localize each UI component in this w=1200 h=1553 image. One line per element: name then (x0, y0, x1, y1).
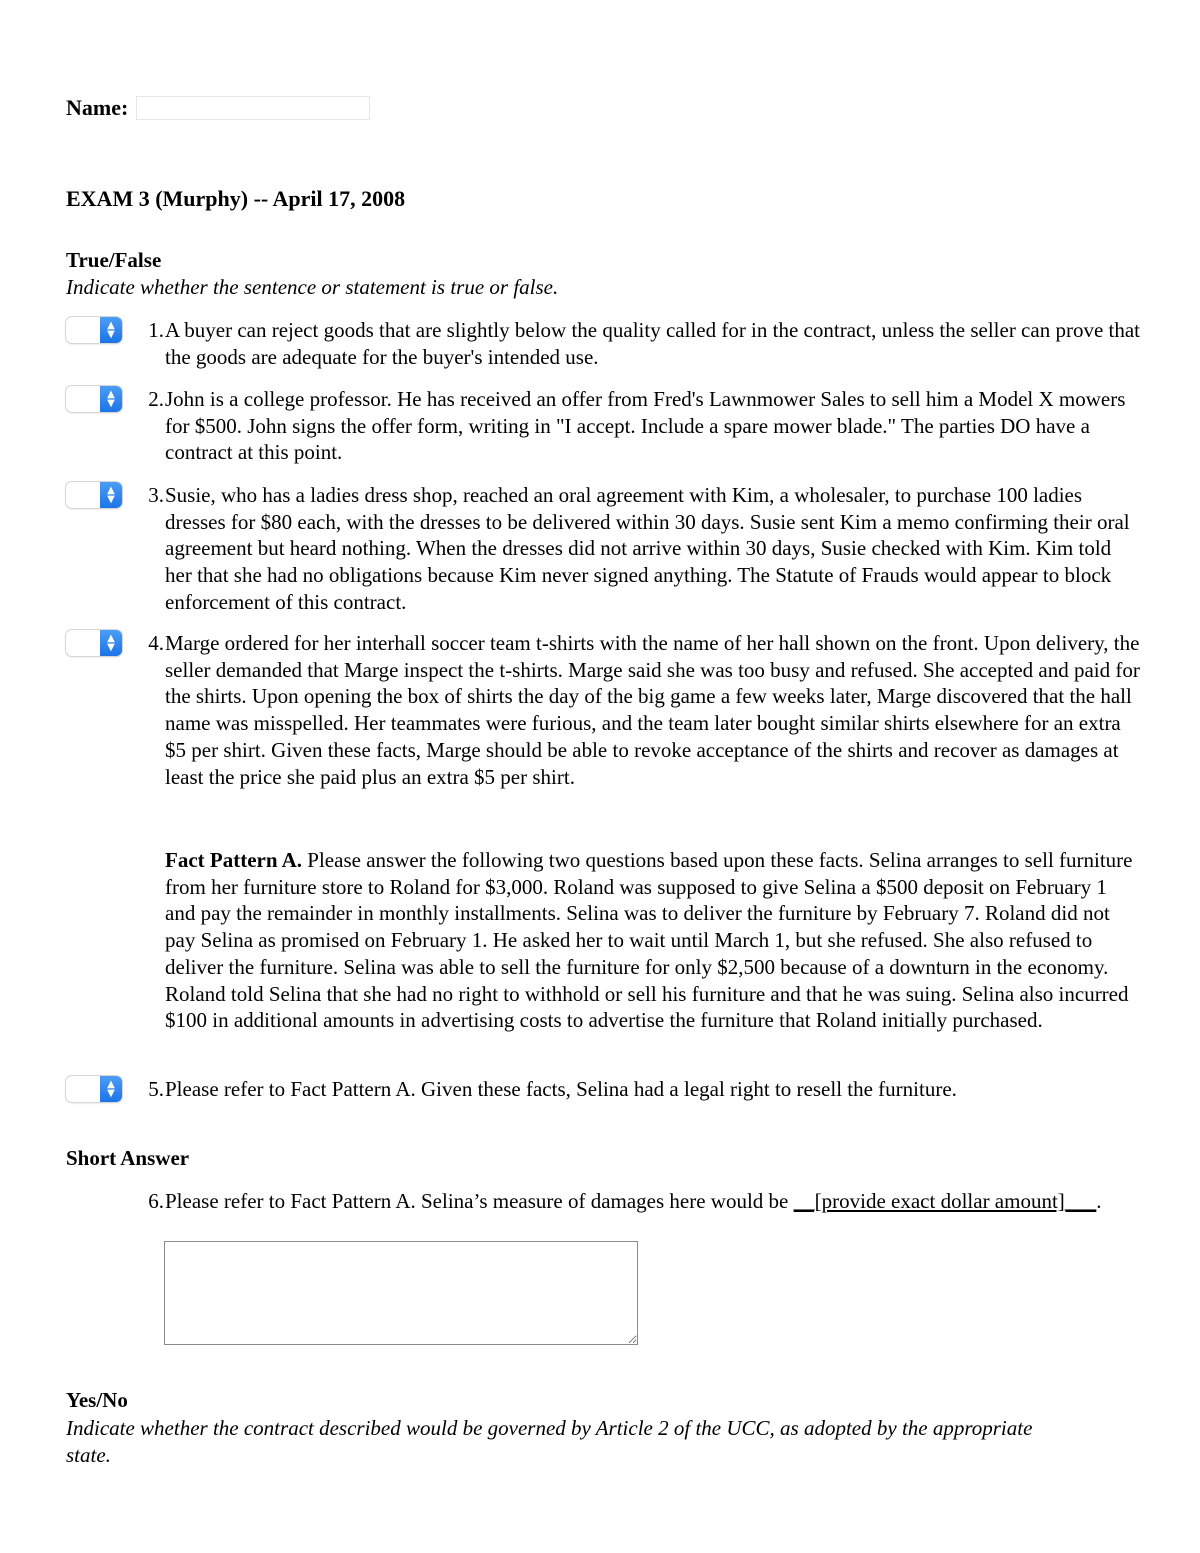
question-text: Susie, who has a ladies dress shop, reached an oral agreement with Kim, a wholesaler, to purchase 100 ladies dresses for $80 each, with the dresses to be delivered within 30 days. Susie sent Kim a memo confirming their oral agreement but heard nothing. When the dresses did not arrive within 30 days, Susie checked with Kim. Kim told her that she had no obligations because Kim never signed anything. The Statute of Frauds would appear to block enforcement of this contract. (165, 483, 1130, 614)
exam-title: EXAM 3 (Murphy) -- April 17, 2008 (66, 186, 406, 211)
name-label: Name: (66, 95, 129, 120)
true-false-heading: True/False (66, 248, 162, 272)
short-answer-textarea[interactable] (164, 1241, 638, 1345)
answer-select-4[interactable] (66, 630, 122, 656)
question-text: A buyer can reject goods that are slightly below the quality called for in the contract, unless the seller can prove that the goods are adequate for the buyer's intended use. (165, 318, 1141, 369)
chevron-updown-icon: ▲ ▼ (100, 317, 122, 343)
chevron-updown-icon: ▲ ▼ (100, 630, 122, 656)
question-number-6: 6. (148, 1189, 164, 1213)
name-row (66, 92, 370, 124)
question-text: John is a college professor. He has received an offer from Fred's Lawnmower Sales to sell him a Model X mowers for $500. John signs the offer form, writing in "I accept. Include a spare mower blade." The parties DO have a contract at this point. (165, 387, 1126, 465)
answer-blank-hint: __[provide exact dollar amount]___ (793, 1189, 1097, 1213)
chevron-updown-icon: ▲ ▼ (100, 1076, 122, 1102)
answer-select-3[interactable] (66, 482, 122, 508)
question-number: 2. (148, 387, 164, 411)
fact-pattern-text: Please answer the following two questions based upon these facts. Selina arranges to sell furniture from her furniture store to Roland for $3,000. Roland was supposed to give Selina a $500 deposit on February 1 and pay the remainder in monthly installments. Selina was to deliver the furniture by February 7. Roland did not pay Selina as promised on February 1. He asked her to wait until March 1, but she refused. She also refused to deliver the furniture. Selina was able to sell the furniture for only $2,500 because of a downturn in the economy. Roland told Selina that she had no right to withhold or sell his furniture and that he was suing. Selina also incurred $100 in additional amounts in advertising costs to advertise the furniture that Roland initially purchased. (165, 848, 1133, 1033)
chevron-updown-icon: ▲ ▼ (100, 386, 122, 412)
true-false-instruction: Indicate whether the sentence or statement is true or false. (66, 275, 559, 299)
chevron-updown-icon: ▲ ▼ (100, 482, 122, 508)
question-6-prompt: Please refer to Fact Pattern A. Selina’s measure of damages here would be (165, 1189, 794, 1213)
question-number: 5. (148, 1077, 164, 1101)
question-number: 1. (148, 318, 164, 342)
answer-select-5[interactable] (66, 1076, 122, 1102)
yes-no-heading: Yes/No (66, 1388, 128, 1412)
fact-pattern-label: Fact Pattern A. (165, 848, 303, 872)
short-answer-heading: Short Answer (66, 1146, 190, 1170)
question-number: 4. (148, 631, 164, 655)
question-text: Marge ordered for her interhall soccer team t-shirts with the name of her hall shown on the front. Upon delivery, the seller demanded that Marge inspect the t-shirts. Marge said she was too busy and refused. She accepted and paid for the shirts. Upon opening the box of shirts the day of the big game a few weeks later, Marge discovered that the hall name was misspelled. Her teammates were furious, and the team later bought similar shirts elsewhere for an extra $5 per shirt. Given these facts, Marge should be able to revoke acceptance of the shirts and recover as damages at least the price she paid plus an extra $5 per shirt. (165, 631, 1140, 789)
question-6-end: . (1096, 1189, 1102, 1213)
question-number: 3. (148, 483, 164, 507)
name-input[interactable] (136, 96, 370, 120)
question-text: Please refer to Fact Pattern A. Given these facts, Selina had a legal right to resell the furniture. (165, 1077, 957, 1101)
answer-select-1[interactable] (66, 317, 122, 343)
answer-select-2[interactable] (66, 386, 122, 412)
fact-pattern-a (165, 847, 1140, 1034)
yes-no-instruction: Indicate whether the contract described would be governed by Article 2 of the UCC, as adopted by the appropriate state. (66, 1416, 1033, 1467)
question-6-text (165, 1188, 1140, 1215)
